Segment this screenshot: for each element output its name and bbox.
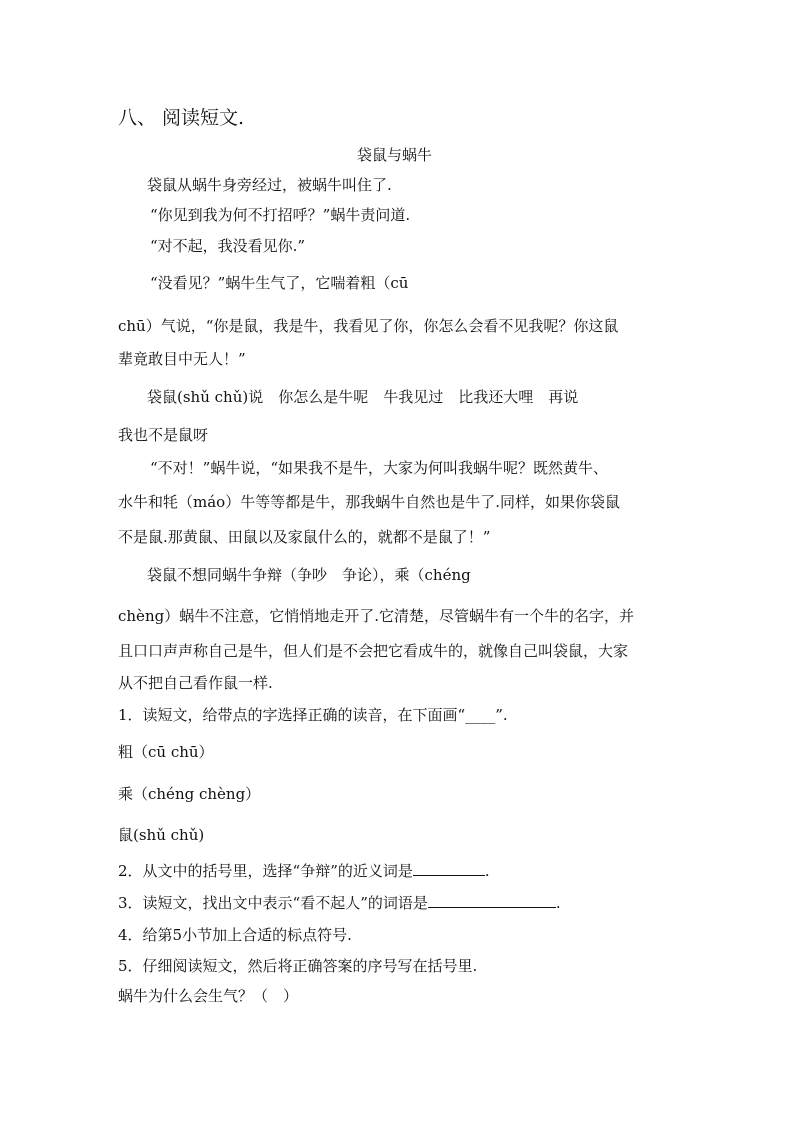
question-2-period: . [484,862,490,880]
question-3-period: . [555,894,561,912]
question-1: 1．读短文，给带点的字选择正确的读音，在下面画“____”. [118,706,508,724]
section-heading: 八、 阅读短文. [118,107,245,129]
story-line: “不对！”蜗牛说，“如果我不是牛，大家为何叫我蜗牛呢？既然黄牛、 [150,459,609,477]
question-5-sub: 蜗牛为什么会生气？（ ） [118,987,299,1005]
question-1-option-shu: 鼠(shǔ chǔ) [118,826,205,844]
answer-blank[interactable] [413,861,485,876]
question-3 [118,893,561,913]
story-title: 袋鼠与蜗牛 [357,146,433,164]
question-2-text: 2．从文中的括号里，选择“争辩”的近义词是 [118,862,413,880]
answer-blank[interactable] [428,893,556,908]
story-line: 袋鼠从蜗牛身旁经过，被蜗牛叫住了. [147,176,392,194]
story-line: 从不把自己看作鼠一样. [118,674,273,692]
question-3-text: 3．读短文，找出文中表示“看不起人”的词语是 [118,894,428,912]
question-1-option-cheng: 乘（chéng chèng） [118,785,261,803]
story-line: “对不起，我没看见你.” [150,237,306,255]
story-line: chèng）蜗牛不注意，它悄悄地走开了.它清楚，尽管蜗牛有一个牛的名字，并 [118,607,634,625]
story-line: 不是鼠.那黄鼠、田鼠以及家鼠什么的，就都不是鼠了！” [118,528,491,546]
question-4: 4．给第5小节加上合适的标点符号. [118,926,352,944]
question-5: 5．仔细阅读短文，然后将正确答案的序号写在括号里. [118,957,478,975]
story-line: 辈竟敢目中无人！” [118,350,246,368]
story-line: 且口口声声称自己是牛，但人们是不会把它看成牛的，就像自己叫袋鼠，大家 [118,642,629,660]
question-1-option-cu: 粗（cū chū） [118,743,214,761]
story-line: 我也不是鼠呀 [118,426,209,444]
story-line: 袋鼠(shǔ chǔ)说 你怎么是牛呢 牛我见过 比我还大哩 再说 [147,388,579,406]
story-line: 水牛和牦（máo）牛等等都是牛，那我蜗牛自然也是牛了.同样，如果你袋鼠 [118,493,620,511]
question-2 [118,861,490,881]
story-line: “没看见？”蜗牛生气了，它喘着粗（cū [150,274,409,292]
story-line: 袋鼠不想同蜗牛争辩（争吵 争论），乘（chéng [147,566,471,584]
story-line: chū）气说，“你是鼠，我是牛，我看见了你，你怎么会看不见我呢？你这鼠 [118,317,619,335]
story-line: “你见到我为何不打招呼？”蜗牛责问道. [150,206,411,224]
